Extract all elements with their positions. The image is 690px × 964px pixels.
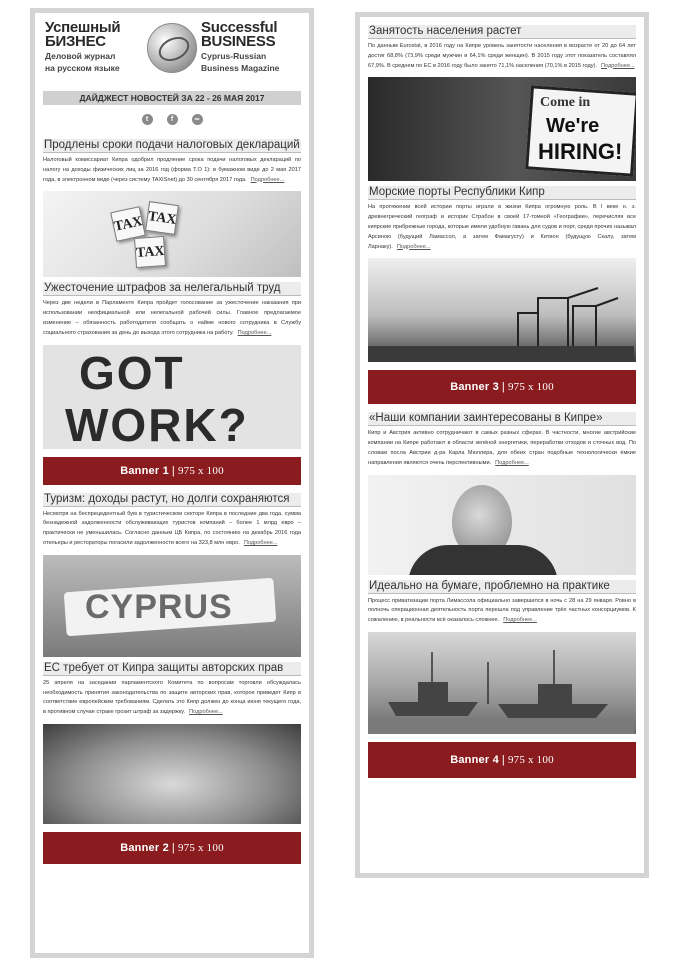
article-sea-ports: [368, 186, 636, 362]
banner-separator: |: [501, 381, 505, 394]
got-work-photo: [43, 345, 301, 449]
article-title[interactable]: Туризм: доходы растут, но долги сохраняются: [43, 493, 301, 507]
article-text: [43, 156, 301, 185]
read-more-link[interactable]: Подробнее...: [243, 539, 278, 546]
article-text: [43, 679, 301, 718]
article-copyright: [43, 662, 301, 824]
tax-dice-photo: [43, 191, 301, 277]
article-port-privatization: [368, 580, 636, 734]
dice: TAX: [134, 236, 166, 268]
banner-label: Banner 3: [450, 381, 499, 394]
digest-bar: ДАЙДЖЕСТ НОВОСТЕЙ ЗА 22 - 26 МАЯ 2017: [43, 91, 301, 105]
article-text: [43, 299, 301, 338]
read-more-link[interactable]: Подробнее...: [600, 62, 635, 69]
article-text: [368, 203, 636, 252]
sign-text: CYPRUS: [85, 587, 233, 626]
banner-separator: |: [171, 841, 175, 854]
sign-text: GOT: [79, 346, 185, 399]
banner-2[interactable]: [43, 832, 301, 864]
article-title[interactable]: ЕС требует от Кипра защиты авторских прав: [43, 662, 301, 676]
masthead: [43, 17, 301, 89]
masthead-en-line1: Successful: [201, 19, 278, 36]
article-title[interactable]: «Наши компании заинтересованы в Кипре»: [368, 412, 636, 426]
article-body: Несмотря на беспрецедентный бум в туристическом секторе Кипра в последние два года, сумма безнадежной задолженности обслуживающих туристов компаний – более 1 млрд евро – практически не уменьшилась. Согласно данным ЦБ Кипра, по состоянию на декабрь 2016 года отельеры и рестораторы погасили задолженности всего на 323,8 млн евро.: [43, 510, 301, 546]
banner-label: Banner 4: [450, 753, 499, 766]
globe-logo-icon: [147, 23, 197, 73]
portrait-suit: [408, 545, 558, 575]
read-more-link[interactable]: Подробнее...: [250, 176, 285, 183]
article-austria: [368, 412, 636, 574]
masthead-ru-line1: Успешный: [45, 19, 121, 36]
read-more-link[interactable]: Подробнее...: [189, 709, 223, 716]
sign-text: Come in: [540, 95, 591, 111]
article-employment: [368, 25, 636, 181]
sign-text: We're: [546, 115, 600, 138]
read-more-link[interactable]: Подробнее...: [237, 329, 272, 336]
cyprus-sign-photo: [43, 555, 301, 657]
banner-4[interactable]: [368, 742, 636, 778]
article-body: 25 апреля на заседании парламентского Комитета по вопросам торговли обсуждалась необходимость принятия законодательства по защите авторских прав, которое приведет Кипр в соответствие европейским требованиям. Сделать это Кипр должен до конца июня текущего года, в противном случае страке грозит штраф за задержку.: [43, 679, 301, 716]
masthead-ru-sub1: Деловой журнал: [45, 51, 116, 61]
article-body: На протяжении всей истории порты играли в жизни Кипра огромную роль. В I веке н. э. древнегреческий географ и историк Страбон в своей 17-томной «Географии», перечисляя все кипрские прибрежные города, которые имели удобную гавань для судов и порт, среди прочих называл Арсиною (будущий Ламассол, а затем Фамагусту) и Китион (будущую Скалу, затем Ларнаку).: [368, 204, 636, 250]
sign-text: WORK?: [65, 398, 249, 449]
article-text: [368, 429, 636, 468]
read-more-link[interactable]: Подробнее...: [495, 459, 529, 466]
banner-1[interactable]: [43, 457, 301, 485]
parliament-photo: [43, 724, 301, 824]
article-text: [368, 597, 636, 626]
read-more-link[interactable]: Подробнее...: [396, 243, 431, 250]
newsletter-right-page: [355, 12, 649, 878]
article-title[interactable]: Занятость населения растет: [368, 25, 636, 39]
banner-label: Banner 1: [120, 464, 169, 477]
article-illegal-labor: [43, 282, 301, 448]
article-title[interactable]: Морские порты Республики Кипр: [368, 186, 636, 200]
cranes-silhouette: [368, 258, 634, 362]
harbor-boats-photo: [368, 632, 636, 734]
banner-separator: |: [501, 753, 505, 766]
facebook-icon[interactable]: f: [167, 114, 178, 125]
article-tax-deadlines: [43, 139, 301, 277]
hiring-sign-photo: [368, 77, 636, 181]
twitter-icon[interactable]: t: [142, 114, 153, 125]
sign-text: HIRING!: [538, 139, 623, 165]
port-cranes-photo: [368, 258, 636, 362]
masthead-ru-sub2: на русском языке: [45, 63, 120, 73]
banner-separator: |: [171, 464, 175, 477]
banner-size: 975 x 100: [177, 464, 224, 477]
article-body: Процесс приватизации порта Лимассола официально завершился в ночь с 28 на 29 января. Ровно в полночь операционная деятельность порта перешла под управление трёх частных консорциумов. К сожалению, в реальности всё оказалось сложнее.: [368, 597, 636, 624]
banner-label: Banner 2: [120, 841, 169, 854]
banner-size: 975 x 100: [507, 753, 554, 766]
article-body: Кипр и Австрия активно сотрудничают в самых разных сферах. В частности, многие австрийские компании на Кипре работают в области зелёной энергетики, переработки отходов и сточных вод. По словам посла Австрии д-ра Карла Мюллера, для обеих стран подобные технологически ёмкие направления являются очень перспективными.: [368, 430, 636, 466]
social-links: [43, 114, 301, 125]
link-icon[interactable]: ∞: [192, 114, 203, 125]
boats-silhouette: [368, 632, 634, 734]
masthead-en-line2: BUSINESS: [201, 33, 276, 50]
masthead-en-sub2: Business Magazine: [201, 63, 280, 73]
article-title[interactable]: Идеально на бумаге, проблемно на практике: [368, 580, 636, 594]
read-more-link[interactable]: Подробнее...: [503, 617, 537, 624]
article-body: По данным Eurostat, в 2016 году на Кипре уровень занятости населения в возрасте от 20 до 64 лет достиг 68,8% (73,9% среди мужчин и 64,1% среди женщин). В 2015 году этот показатель составлял 67,9%. В среднем по ЕС в 2016 году было занято 71,1% населения (70,1% в 2015 году).: [368, 43, 636, 69]
masthead-ru-line2: БИЗНЕС: [45, 33, 106, 50]
article-title[interactable]: Продлены сроки подачи налоговых деклараций: [44, 139, 300, 151]
dice: TAX: [110, 207, 146, 243]
masthead-en: [201, 21, 301, 73]
article-text: [368, 42, 636, 71]
dice: TAX: [145, 201, 179, 235]
banner-size: 975 x 100: [507, 381, 554, 394]
banner-3[interactable]: [368, 370, 636, 404]
ambassador-portrait-photo: [368, 475, 636, 575]
masthead-ru: [45, 21, 145, 73]
masthead-en-sub1: Cyprus-Russian: [201, 51, 267, 61]
article-text: [43, 510, 301, 549]
article-tourism: [43, 493, 301, 657]
article-title[interactable]: Ужесточение штрафов за нелегальный труд: [43, 282, 301, 296]
newsletter-left-page: [30, 8, 314, 958]
article-body: Через две недели в Парламенте Кипра пройдет голосование за ужесточение наказания при использовании неофициальной или нелегальной рабочей силы. Главное предлагаемое изменение – обязанность работодателя сообщать о найме нового сотрудника в Службу социального страхования за день до выхода этого сотрудника на работу.: [43, 300, 301, 336]
article-body: Налоговый комиссариат Кипра одобрил продление срока подачи налоговых деклараций по налогу на доходы физических лиц за 2016 год (форма Т.О 1): в бумажном виде до 2 мая 2017 года, в электронном виде (через систему TAXISnet) до 30 сентября 2017 года.: [43, 157, 301, 183]
banner-size: 975 x 100: [177, 841, 224, 854]
